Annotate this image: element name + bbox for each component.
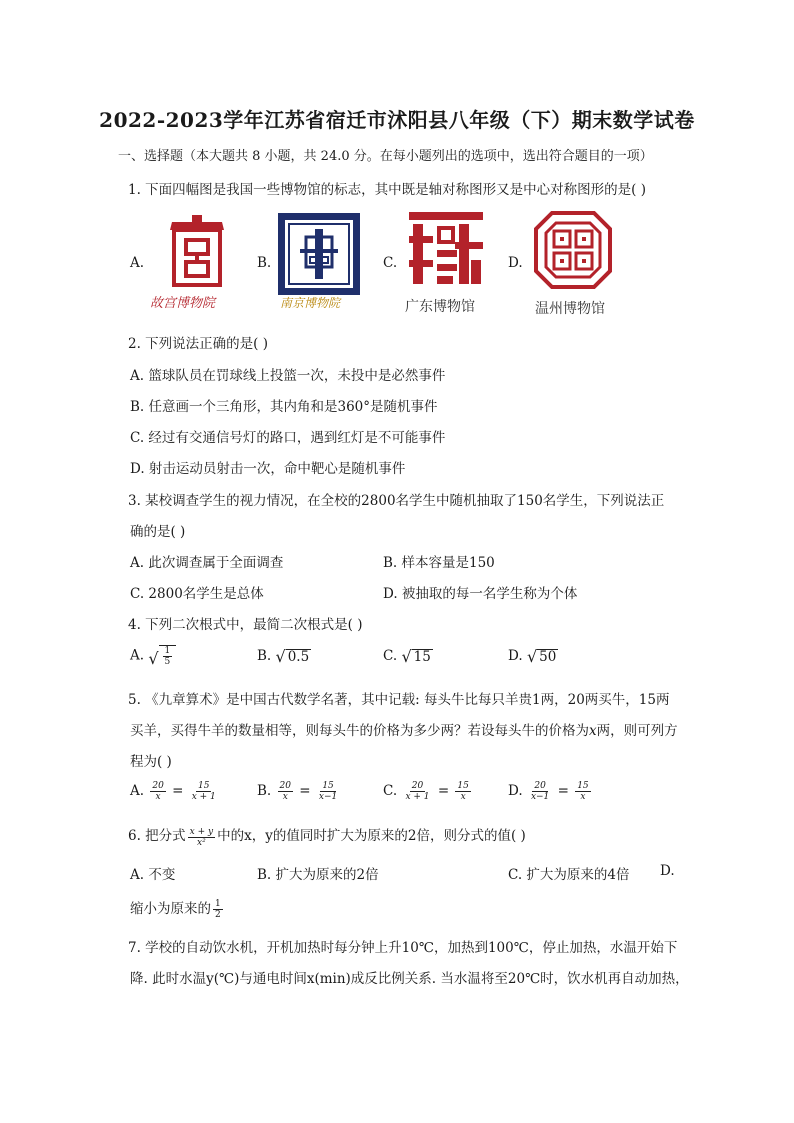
wenzhou-museum-logo <box>532 209 614 291</box>
sqrt-b: √ 0.5 <box>275 646 310 666</box>
q1-option-a-label: A. <box>130 255 145 271</box>
q1-option-c-label: C. <box>383 255 398 271</box>
q5-option-d: D. $\frac{20}{x-1}$ = $\frac{15}{x}$ <box>508 781 589 802</box>
q6-option-c: C. 扩大为原来的4倍 <box>508 867 630 883</box>
q2-option-c: C. 经过有交通信号灯的路口，遇到红灯是不可能事件 <box>130 430 446 446</box>
q5-option-a: A. $\frac{20}{x}$ = $\frac{15}{x + 1}$ <box>130 781 216 802</box>
question-2-stem: 2. 下列说法正确的是( ) <box>128 336 268 352</box>
q6-option-d-label: D. <box>660 863 675 879</box>
q6-option-a: A. 不变 <box>130 867 176 883</box>
question-5-stem-line2: 买羊，买得牛羊的数量相等，则每头牛的价格为多少两？若设每头牛的价格为x两，则可列方 <box>130 723 678 739</box>
q3-option-b: B. 样本容量是150 <box>383 555 495 571</box>
q5-option-c: C. $\frac{20}{x + 1}$ = $\frac{15}{x}$ <box>383 781 469 802</box>
sqrt-d: √ 50 <box>526 646 557 666</box>
palace-museum-logo <box>162 212 232 287</box>
q3-option-d: D. 被抽取的每一名学生称为个体 <box>383 586 578 602</box>
radical-sign-icon: √ <box>526 646 538 666</box>
q4-option-d-label: D. <box>508 648 523 664</box>
q4-option-a-label: A. <box>130 647 145 664</box>
q2-option-d: D. 射击运动员射击一次，命中靶心是随机事件 <box>130 461 406 477</box>
question-5-stem-line1: 5. 《九章算术》是中国古代数学名著，其中记载: 每头牛比每只羊贵1两，20两买牛，15两 <box>128 692 670 708</box>
q1-option-d-label: D. <box>508 255 523 271</box>
question-1-stem: 1. 下面四幅图是我国一些博物馆的标志，其中既是轴对称图形又是中心对称图形的是( ) <box>128 182 646 198</box>
question-4-stem: 4. 下列二次根式中，最简二次根式是( ) <box>128 617 363 633</box>
q1-option-b-label: B. <box>257 255 272 271</box>
question-3-stem-line1: 3. 某校调查学生的视力情况，在全校的2800名学生中随机抽取了150名学生，下列说法正 <box>128 493 665 509</box>
question-5-stem-line3: 程为( ) <box>130 754 172 770</box>
q3-option-a: A. 此次调查属于全面调查 <box>130 555 284 571</box>
q3-option-c: C. 2800名学生是总体 <box>130 586 264 602</box>
q2-option-a: A. 篮球队员在罚球线上投篮一次，未投中是必然事件 <box>130 368 446 384</box>
section-heading: 一、选择题（本大题共 8 小题，共 24.0 分。在每小题列出的选项中，选出符合题目的一项） <box>118 149 653 164</box>
q4-option-c-label: C. <box>383 648 398 664</box>
fraction-one-fifth: $\frac{1}{5}$ <box>164 646 171 667</box>
q4-option-b-label: B. <box>257 648 272 664</box>
guangdong-museum-caption: 广东博物馆 <box>405 299 475 315</box>
question-6-stem: 6. 把分式 $\frac{x + y}{\text{x²}}$ 中的x，y的值同时扩大为原来的2倍，则分式的值( ) <box>128 827 526 848</box>
nanjing-museum-caption: 南京博物院 <box>280 296 341 310</box>
sqrt-c: √ 15 <box>401 646 431 666</box>
q4-option-d <box>508 648 558 665</box>
guangdong-museum-logo <box>407 210 485 288</box>
q2-option-b: B. 任意画一个三角形，其内角和是360°是随机事件 <box>130 399 438 415</box>
q4-option-c <box>383 648 433 665</box>
question-7-line2: 降. 此时水温y(℃)与通电时间x(min)成反比例关系. 当水温将至20℃时，饮水机再自动加热， <box>130 971 689 987</box>
q6-option-d-text: 缩小为原来的 $\frac{1}{2}$ <box>130 899 221 920</box>
q6-option-b: B. 扩大为原来的2倍 <box>257 867 379 883</box>
q4-option-b <box>257 648 311 665</box>
q4-option-a <box>130 645 176 667</box>
question-7-line1: 7. 学校的自动饮水机，开机加热时每分钟上升10℃，加热到100℃，停止加热，水温开始下 <box>128 940 678 956</box>
radical-sign-icon: √ <box>401 646 412 666</box>
wenzhou-museum-caption: 温州博物馆 <box>535 301 605 317</box>
nanjing-museum-logo <box>278 213 360 295</box>
q5-option-b: B. $\frac{20}{x}$ = $\frac{15}{x-1}$ <box>257 781 338 802</box>
palace-museum-caption: 故宫博物院 <box>150 296 216 311</box>
page-title: 2022-2023学年江苏省宿迁市沭阳县八年级（下）期末数学试卷 <box>99 108 695 132</box>
sqrt-one-fifth <box>148 645 176 667</box>
radical-sign-icon: √ <box>148 649 159 668</box>
radical-sign-icon: √ <box>275 646 286 666</box>
question-3-stem-line2: 确的是( ) <box>130 524 186 540</box>
